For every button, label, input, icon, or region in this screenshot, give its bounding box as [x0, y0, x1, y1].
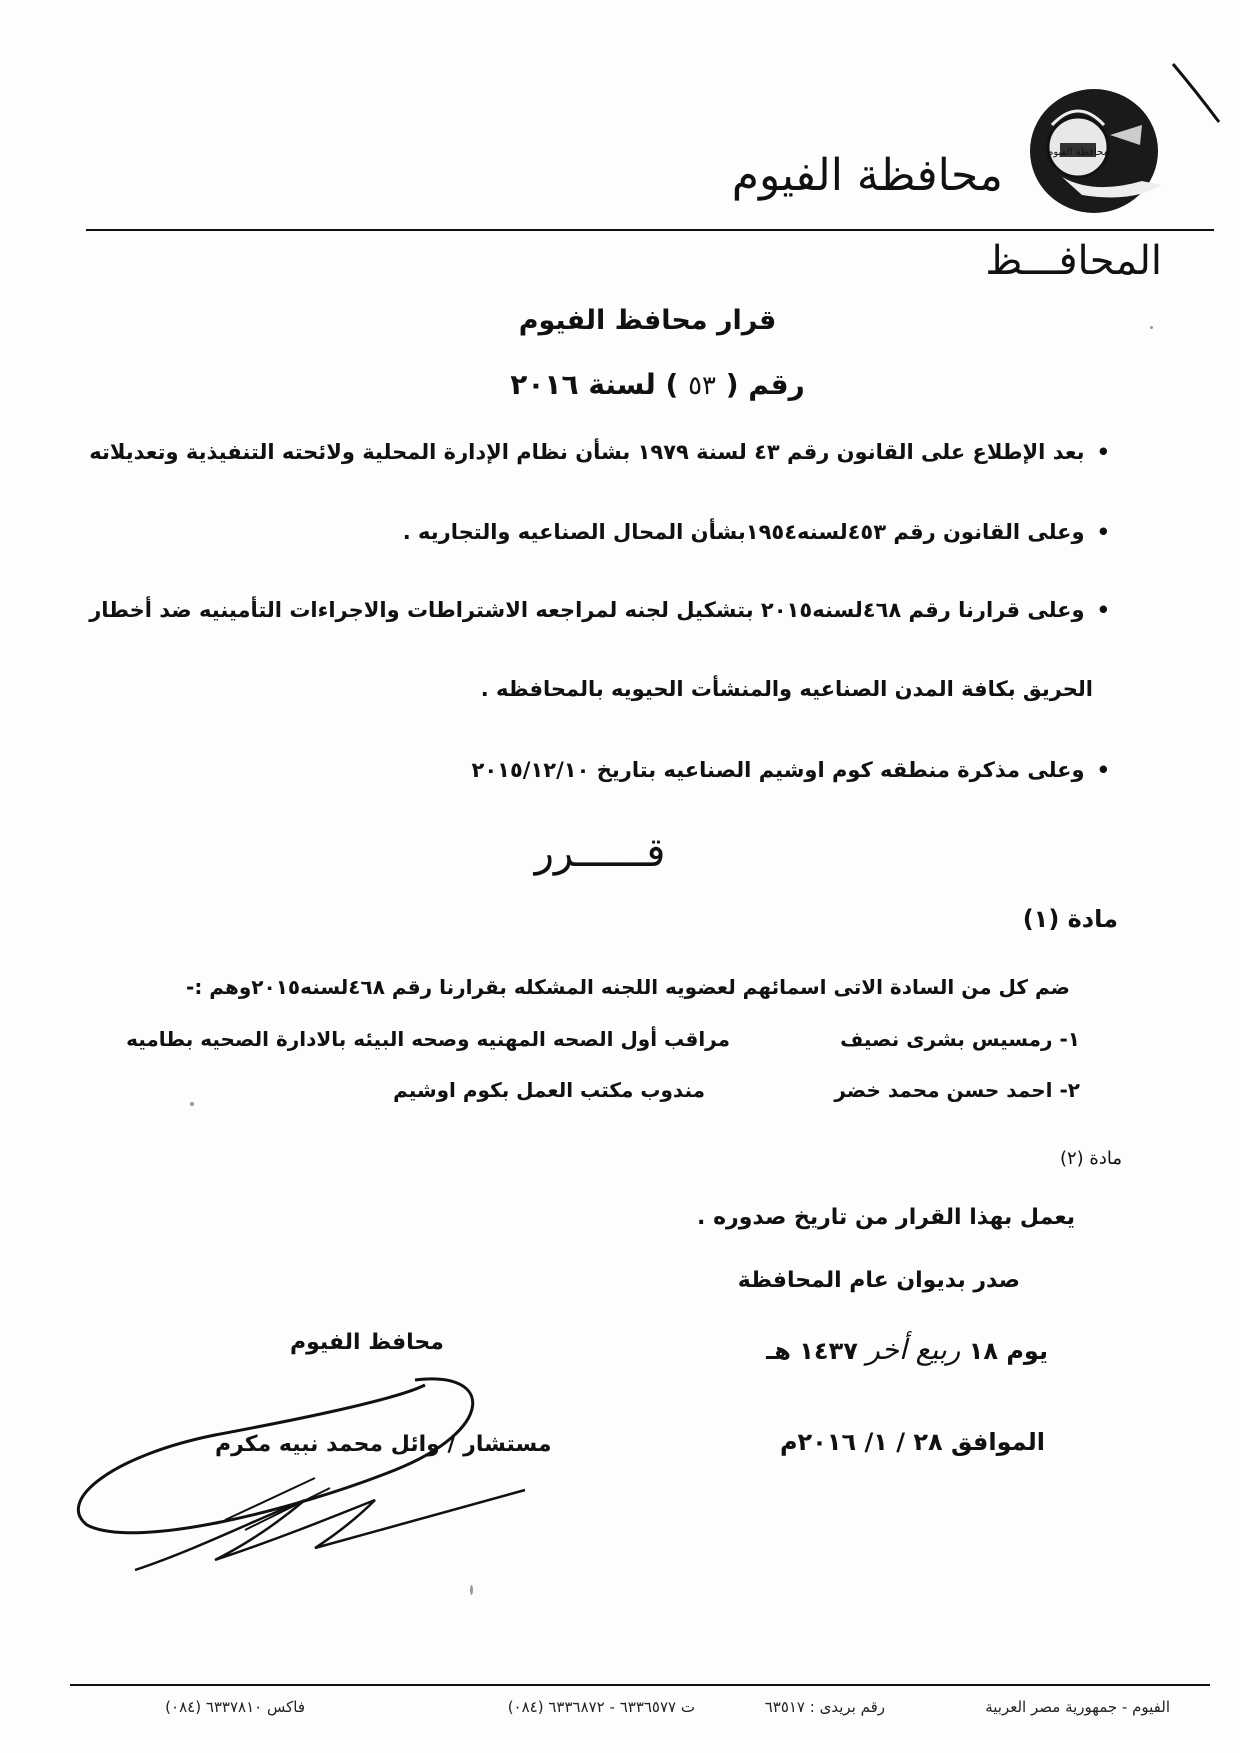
preamble-item	[472, 758, 1110, 782]
member-role: مندوب مكتب العمل بكوم اوشيم	[393, 1078, 705, 1102]
scan-speck	[470, 1585, 473, 1595]
preamble-text: وعلى قرارنا رقم ٤٦٨لسنه٢٠١٥ بتشكيل لجنه لمراجعه الاشتراطات والاجراءات التأمينيه ضد أخطار	[89, 598, 1085, 622]
scan-speck	[1150, 326, 1153, 329]
issued-at-text: صدر بديوان عام المحافظة	[737, 1268, 1020, 1293]
preamble-item	[403, 520, 1110, 544]
decision-number	[0, 368, 1240, 401]
bullet-icon: •	[1096, 758, 1110, 782]
signer-title: محافظ الفيوم	[290, 1330, 444, 1355]
scan-speck	[190, 1102, 194, 1106]
footer-fax: فاكس ٦٣٣٧٨١٠ (٠٨٤)	[165, 1698, 305, 1716]
article-2-title: مادة (٢)	[1059, 1148, 1122, 1169]
article-1-title: مادة (١)	[1022, 905, 1118, 933]
article-1-text: ضم كل من السادة الاتى اسمائهم لعضويه اللجنه المشكله بقرارنا رقم ٤٦٨لسنه٢٠١٥وهم :-	[186, 975, 1070, 999]
bullet-icon: •	[1096, 598, 1110, 622]
governorate-name: محافظة الفيوم	[731, 150, 1003, 201]
gregorian-date: الموافق ٢٨ / ١/ ٢٠١٦م	[779, 1428, 1045, 1456]
decision-title: قرار محافظ الفيوم	[518, 305, 777, 336]
preamble-item-continuation: الحريق بكافة المدن الصناعيه والمنشأت الحيويه بالمحافظه .	[480, 677, 1093, 701]
member-role: مراقب أول الصحه المهنيه وصحه البيئه بالادارة الصحيه بطاميه	[126, 1027, 730, 1051]
bullet-icon: •	[1096, 520, 1110, 544]
footer-divider	[70, 1684, 1210, 1686]
hijri-day: يوم ١٨	[968, 1337, 1048, 1365]
preamble-text: وعلى مذكرة منطقه كوم اوشيم الصناعيه بتاريخ ٢٠١٥/١٢/١٠	[471, 758, 1085, 782]
corner-stroke-mark	[1165, 60, 1225, 130]
article-2-text: يعمل بهذا القرار من تاريخ صدوره .	[697, 1205, 1075, 1230]
footer-phone: ت ٦٣٣٦٥٧٧ - ٦٣٣٦٨٧٢ (٠٨٤)	[507, 1698, 695, 1716]
hijri-date	[766, 1333, 1048, 1366]
footer-po-box: رقم بريدى : ٦٣٥١٧	[764, 1698, 885, 1716]
preamble-item	[89, 440, 1110, 464]
decision-number-prefix: رقم (	[725, 368, 805, 401]
hijri-month-handwritten: ربيع أخر	[866, 1333, 961, 1366]
preamble-text: وعلى القانون رقم ٤٥٣لسنه١٩٥٤بشأن المحال الصناعيه والتجاريه .	[402, 520, 1085, 544]
member-name: ٢- احمد حسن محمد خضر	[834, 1078, 1080, 1102]
seal-text: محافظة الفيوم	[1047, 147, 1109, 158]
hijri-year: ١٤٣٧ هـ	[766, 1337, 858, 1365]
decision-number-suffix: ) لسنة ٢٠١٦	[510, 368, 679, 401]
member-name: ١- رمسيس بشرى نصيف	[840, 1027, 1080, 1051]
decision-number-value: ٥٣	[688, 371, 717, 401]
decided-heading: قــــــرر	[534, 830, 666, 876]
header-divider	[86, 229, 1214, 231]
bullet-icon: •	[1096, 440, 1110, 464]
signer-name: مستشار / وائل محمد نبيه مكرم	[215, 1432, 552, 1457]
preamble-text: بعد الإطلاع على القانون رقم ٤٣ لسنة ١٩٧٩ بشأن نظام الإدارة المحلية ولائحته التنفيذية وتعديلاته	[89, 440, 1085, 464]
preamble-item	[89, 598, 1110, 622]
governor-label: المحافـــظ	[985, 238, 1162, 284]
handwritten-signature	[75, 1360, 545, 1580]
governorate-seal-icon	[1022, 85, 1170, 220]
footer-address: الفيوم - جمهورية مصر العربية	[985, 1698, 1170, 1716]
